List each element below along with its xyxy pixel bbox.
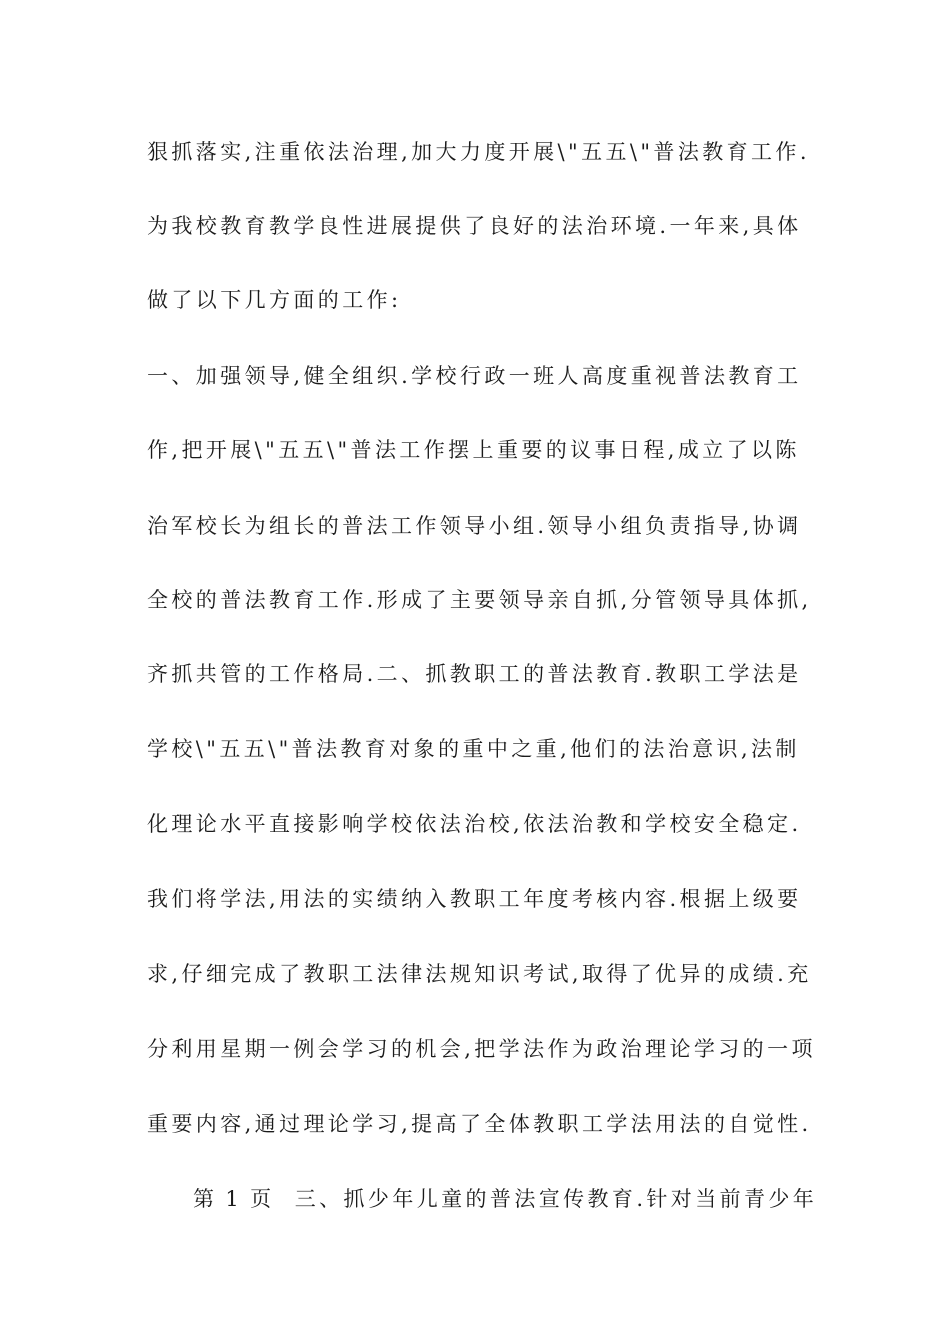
body-text-line: 求,仔细完成了教职工法律法规知识考试,取得了优异的成绩.充	[147, 962, 812, 986]
page-suffix: 页	[250, 1187, 275, 1211]
body-text-line: 一、加强领导,健全组织.学校行政一班人高度重视普法教育工	[147, 364, 802, 388]
footer-text: 三、抓少年儿童的普法宣传教育.针对当前青少年	[294, 1187, 818, 1211]
body-text-line: 为我校教育教学良性进展提供了良好的法治环境.一年来,具体	[147, 214, 802, 238]
body-text-line: 做了以下几方面的工作:	[147, 288, 402, 312]
page-prefix: 第	[193, 1187, 218, 1211]
page-number: 1	[225, 1187, 243, 1211]
body-text-line: 齐抓共管的工作格局.二、抓教职工的普法教育.教职工学法是	[147, 662, 802, 686]
body-text-line: 分利用星期一例会学习的机会,把学法作为政治理论学习的一项	[147, 1037, 816, 1061]
page-marker	[193, 1187, 275, 1211]
page-footer-line	[193, 1184, 833, 1214]
body-text-line: 化理论水平直接影响学校依法治校,依法治教和学校安全稳定.	[147, 812, 802, 836]
body-text-line: 全校的普法教育工作.形成了主要领导亲自抓,分管领导具体抓,	[147, 588, 812, 612]
body-text-line: 学校\"五五\"普法教育对象的重中之重,他们的法治意识,法制	[147, 737, 800, 761]
body-text-line: 狠抓落实,注重依法治理,加大力度开展\"五五\"普法教育工作.	[147, 140, 810, 164]
body-text-line: 治军校长为组长的普法工作领导小组.领导小组负责指导,协调	[147, 514, 802, 538]
body-text-line: 作,把开展\"五五\"普法工作摆上重要的议事日程,成立了以陈	[147, 438, 800, 462]
body-text-line: 我们将学法,用法的实绩纳入教职工年度考核内容.根据上级要	[147, 887, 802, 911]
body-text-line: 重要内容,通过理论学习,提高了全体教职工学法用法的自觉性.	[147, 1112, 812, 1136]
